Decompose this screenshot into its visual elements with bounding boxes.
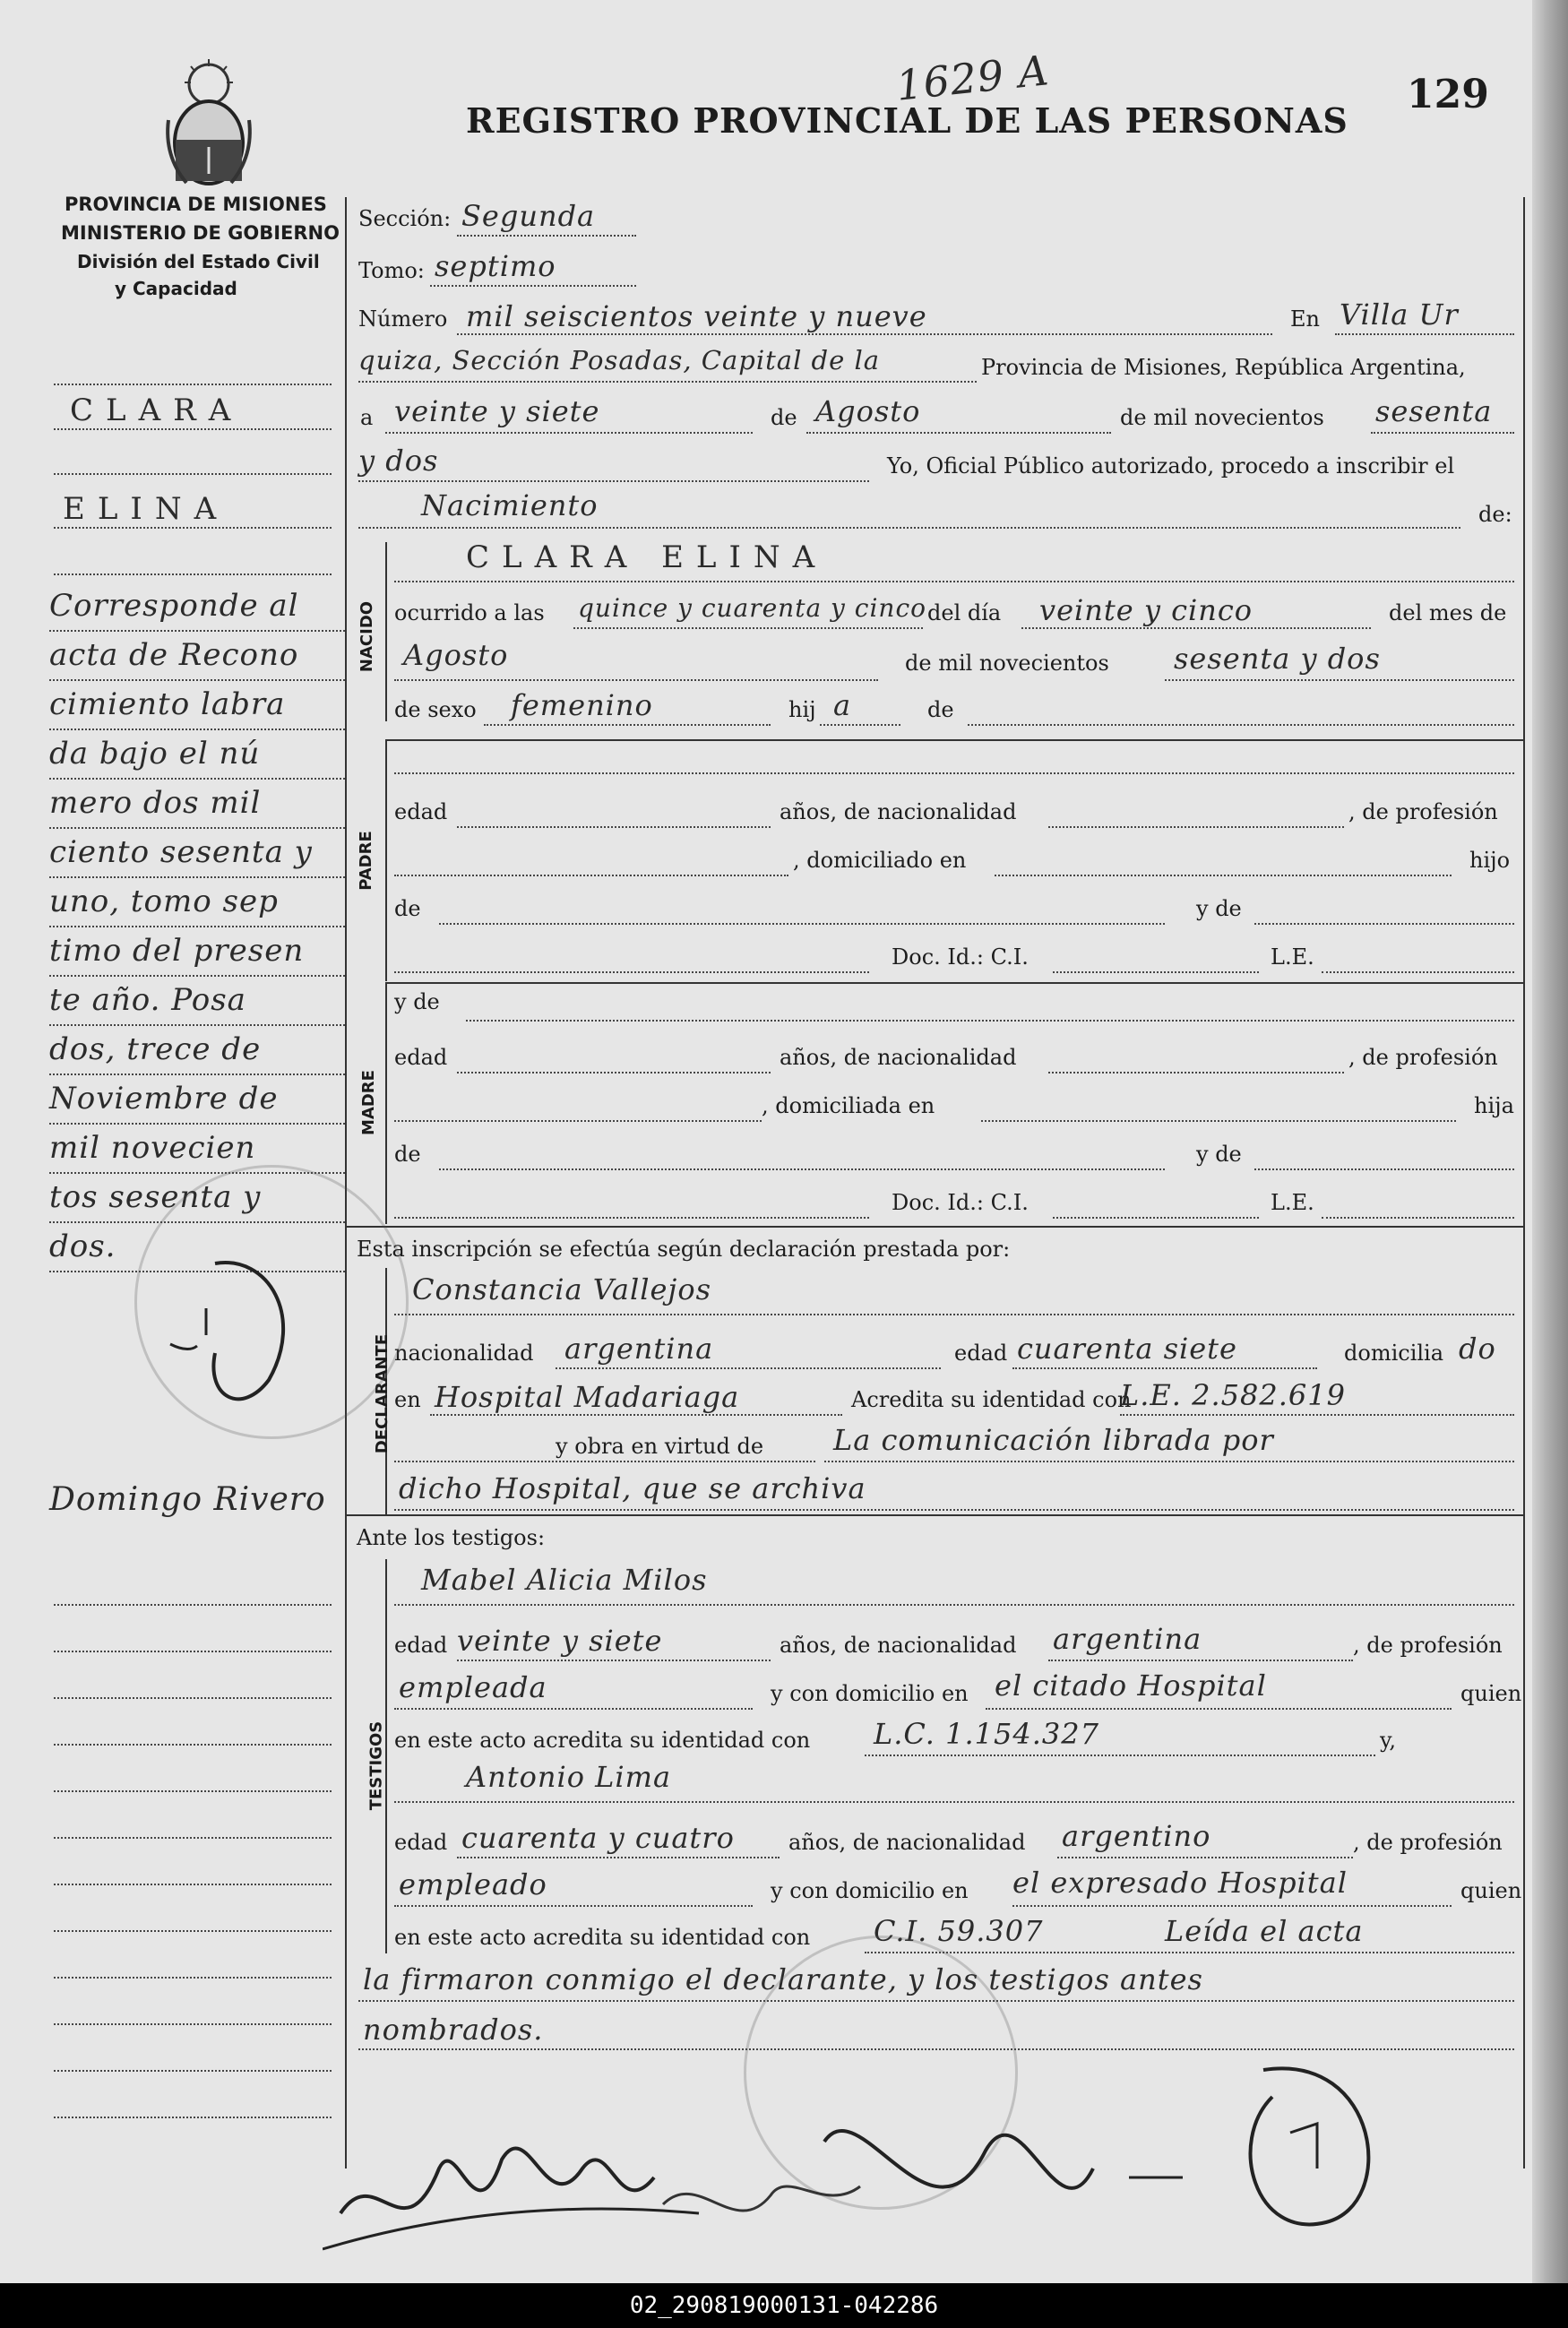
testigo2-acto-label: en este acto acredita su identidad con [394, 1925, 811, 1950]
tomo-label: Tomo: [358, 258, 425, 283]
dia-value: veinte y siete [394, 394, 600, 428]
de-sexo-label: de sexo [394, 697, 477, 722]
testigo2-edad-value: cuarenta y cuatro [461, 1821, 735, 1855]
ante-testigos-label: Ante los testigos: [357, 1525, 546, 1550]
section-label-declarante: DECLARANTE [373, 1333, 392, 1454]
cierre-value-2: la firmaron conmigo el declarante, y los testigos antes [363, 1962, 1203, 1996]
en-value-2: quiza, Sección Posadas, Capital de la [358, 345, 881, 375]
anio-value-1: sesenta [1375, 394, 1493, 428]
hora-value: quince y cuarenta y cinco [578, 593, 926, 623]
testigo2-prof-value: empleado [399, 1867, 547, 1901]
anio-value-2: y dos [358, 444, 439, 478]
inscripcion-label: Esta inscripción se efectúa según declaración prestada por: [357, 1237, 1011, 1262]
declarante-domicilia-value: do [1459, 1332, 1496, 1366]
main-right-border [1523, 197, 1525, 2168]
numero-label: Número [358, 306, 448, 332]
madre-dom-label: , domiciliada en [762, 1093, 935, 1118]
padre-section-border [385, 739, 387, 981]
hij-suffix-value: a [833, 688, 852, 722]
testigo2-dom-label: y con domicilio en [771, 1878, 969, 1903]
testigo1-quien-label: quien [1460, 1681, 1522, 1706]
division-label-2: y Capacidad [115, 278, 237, 299]
division-label-1: División del Estado Civil [77, 251, 320, 272]
cierre-value-3: nombrados. [363, 2013, 544, 2047]
section-label-madre: MADRE [358, 1070, 378, 1135]
testigos-section-border [385, 1559, 387, 1953]
padre-edad-label: edad [394, 799, 448, 824]
madre-top-rule [385, 982, 1523, 984]
testigo2-nombre-value: Antonio Lima [466, 1760, 672, 1794]
testigo1-prof-value: empleada [399, 1670, 547, 1704]
madre-y-de-top-label: y de [394, 989, 440, 1014]
madre-doc-label: Doc. Id.: C.I. [892, 1190, 1029, 1215]
madre-hija-label: hija [1474, 1093, 1514, 1118]
madre-edad-label: edad [394, 1045, 448, 1070]
padre-y-de-label: y de [1196, 896, 1242, 921]
padre-nac-label: años, de nacionalidad [780, 799, 1017, 824]
padre-top-rule [385, 739, 1523, 741]
padre-le-label: L.E. [1271, 944, 1314, 970]
tomo-value: septimo [435, 249, 556, 283]
page-number: 129 [1407, 72, 1489, 117]
section-label-padre: PADRE [356, 831, 375, 891]
testigo1-nac-value: argentina [1053, 1622, 1202, 1656]
de-mil-2-label: de mil novecientos [905, 651, 1109, 676]
de-colon-label: de: [1478, 502, 1512, 527]
nacido-section-border [385, 542, 387, 721]
padre-dom-label: , domiciliado en [793, 848, 967, 873]
registry-mark: 1629 A [893, 46, 1052, 110]
de-2-label: de [927, 697, 954, 722]
testigo2-nac-value: argentino [1062, 1819, 1211, 1853]
testigo1-acto-label: en este acto acredita su identidad con [394, 1728, 811, 1753]
testigo2-quien-label: quien [1460, 1878, 1522, 1903]
declarante-obra-value-1: La comunicación librada por [833, 1423, 1274, 1457]
testigo1-dom-label: y con domicilio en [771, 1681, 969, 1706]
official-stamp-upper [134, 1165, 409, 1439]
a-label: a [360, 405, 374, 430]
margin-name-2: ELINA [63, 491, 229, 527]
del-mes-label: del mes de [1389, 600, 1507, 625]
de-label: de [771, 405, 797, 430]
declarante-nombre-value: Constancia Vallejos [412, 1272, 711, 1306]
mes-nac-value: Agosto [403, 638, 509, 672]
seccion-label: Sección: [358, 206, 452, 231]
declarante-en-value: Hospital Madariaga [435, 1380, 740, 1414]
sexo-value: femenino [511, 688, 653, 722]
section-label-testigos: TESTIGOS [366, 1720, 386, 1811]
nombre-value: CLARA ELINA [466, 539, 828, 575]
page-title: REGISTRO PROVINCIAL DE LAS PERSONAS [466, 100, 1348, 141]
declarante-top-rule [345, 1226, 1523, 1228]
mes-value: Agosto [815, 394, 921, 428]
madre-section-border [385, 982, 387, 1224]
testigo1-id-value: L.C. 1.154.327 [874, 1717, 1099, 1751]
acto-value: Nacimiento [421, 488, 599, 522]
padre-prof-label: , de profesión [1348, 799, 1498, 824]
madre-y-de-label: y de [1196, 1142, 1242, 1167]
madre-prof-label: , de profesión [1348, 1045, 1498, 1070]
testigo1-prof-label: , de profesión [1353, 1633, 1503, 1658]
declarante-id-value: L.E. 2.582.619 [1120, 1378, 1346, 1412]
testigo1-y-label: y, [1380, 1728, 1396, 1753]
declarante-nac-label: nacionalidad [394, 1341, 534, 1366]
image-code-footer: 02_290819000131-042286 [0, 2283, 1568, 2328]
madre-nac-label: años, de nacionalidad [780, 1045, 1017, 1070]
seccion-value: Segunda [461, 199, 596, 233]
cierre-value-1: Leída el acta [1165, 1914, 1364, 1948]
signatures [323, 2034, 1523, 2276]
dia-nac-value: veinte y cinco [1039, 593, 1254, 627]
declarante-obra-label: y obra en virtud de [556, 1434, 764, 1459]
yo-label: Yo, Oficial Público autorizado, procedo a inscribir el [887, 453, 1455, 479]
testigo1-edad-label: edad [394, 1633, 448, 1658]
margin-note: Corresponde al acta de Recono cimiento labra da bajo el nú mero dos mil ciento sesenta y uno, tomo sep timo del presen te año. Posa dos, trece de Noviembre de mil novecien tos sesenta y dos. [49, 582, 345, 1272]
declarante-en-label: en [394, 1387, 421, 1412]
testigo2-nac-label: años, de nacionalidad [788, 1830, 1026, 1855]
provincia-label: Provincia de Misiones, República Argentina, [981, 355, 1466, 380]
testigo1-edad-value: veinte y siete [457, 1624, 663, 1658]
declarante-nac-value: argentina [564, 1332, 714, 1366]
testigo1-nombre-value: Mabel Alicia Milos [421, 1563, 708, 1597]
testigo1-nac-label: años, de nacionalidad [780, 1633, 1017, 1658]
padre-hijo-label: hijo [1469, 848, 1511, 873]
en-value-1: Villa Ur [1340, 297, 1459, 332]
de-mil-label: de mil novecientos [1120, 405, 1324, 430]
testigo2-id-value: C.I. 59.307 [874, 1914, 1044, 1948]
testigo2-dom-value: el expresado Hospital [1012, 1866, 1348, 1900]
numero-value: mil seiscientos veinte y nueve [466, 299, 927, 333]
province-label: PROVINCIA DE MISIONES [65, 194, 327, 215]
madre-de-label: de [394, 1142, 421, 1167]
margin-signature: Domingo Rivero [49, 1481, 326, 1518]
ministry-label: MINISTERIO DE GOBIERNO [61, 222, 340, 244]
testigo2-prof-label: , de profesión [1353, 1830, 1503, 1855]
margin-name-1: CLARA [70, 392, 244, 428]
section-label-nacido: NACIDO [358, 600, 377, 673]
testigo1-dom-value: el citado Hospital [995, 1668, 1267, 1703]
hij-label: hij [788, 697, 816, 722]
testigo2-edad-label: edad [394, 1830, 448, 1855]
declarante-obra-value-2: dicho Hospital, que se archiva [399, 1471, 866, 1505]
declarante-acredita-label: Acredita su identidad con [851, 1387, 1132, 1412]
testigos-top-rule [345, 1514, 1523, 1516]
ocurrido-label: ocurrido a las [394, 600, 545, 625]
declarante-edad-value: cuarenta siete [1017, 1332, 1237, 1366]
en-label: En [1290, 306, 1320, 332]
del-dia-label: del día [927, 600, 1002, 625]
madre-le-label: L.E. [1271, 1190, 1314, 1215]
declarante-edad-label: edad [954, 1341, 1008, 1366]
anio-nac-value: sesenta y dos [1174, 642, 1381, 676]
coat-of-arms-icon [159, 57, 258, 192]
main-left-border [345, 197, 347, 2168]
padre-doc-label: Doc. Id.: C.I. [892, 944, 1029, 970]
declarante-domicilia-label: domicilia [1344, 1341, 1444, 1366]
padre-de-label: de [394, 896, 421, 921]
page-edge [1532, 0, 1568, 2283]
